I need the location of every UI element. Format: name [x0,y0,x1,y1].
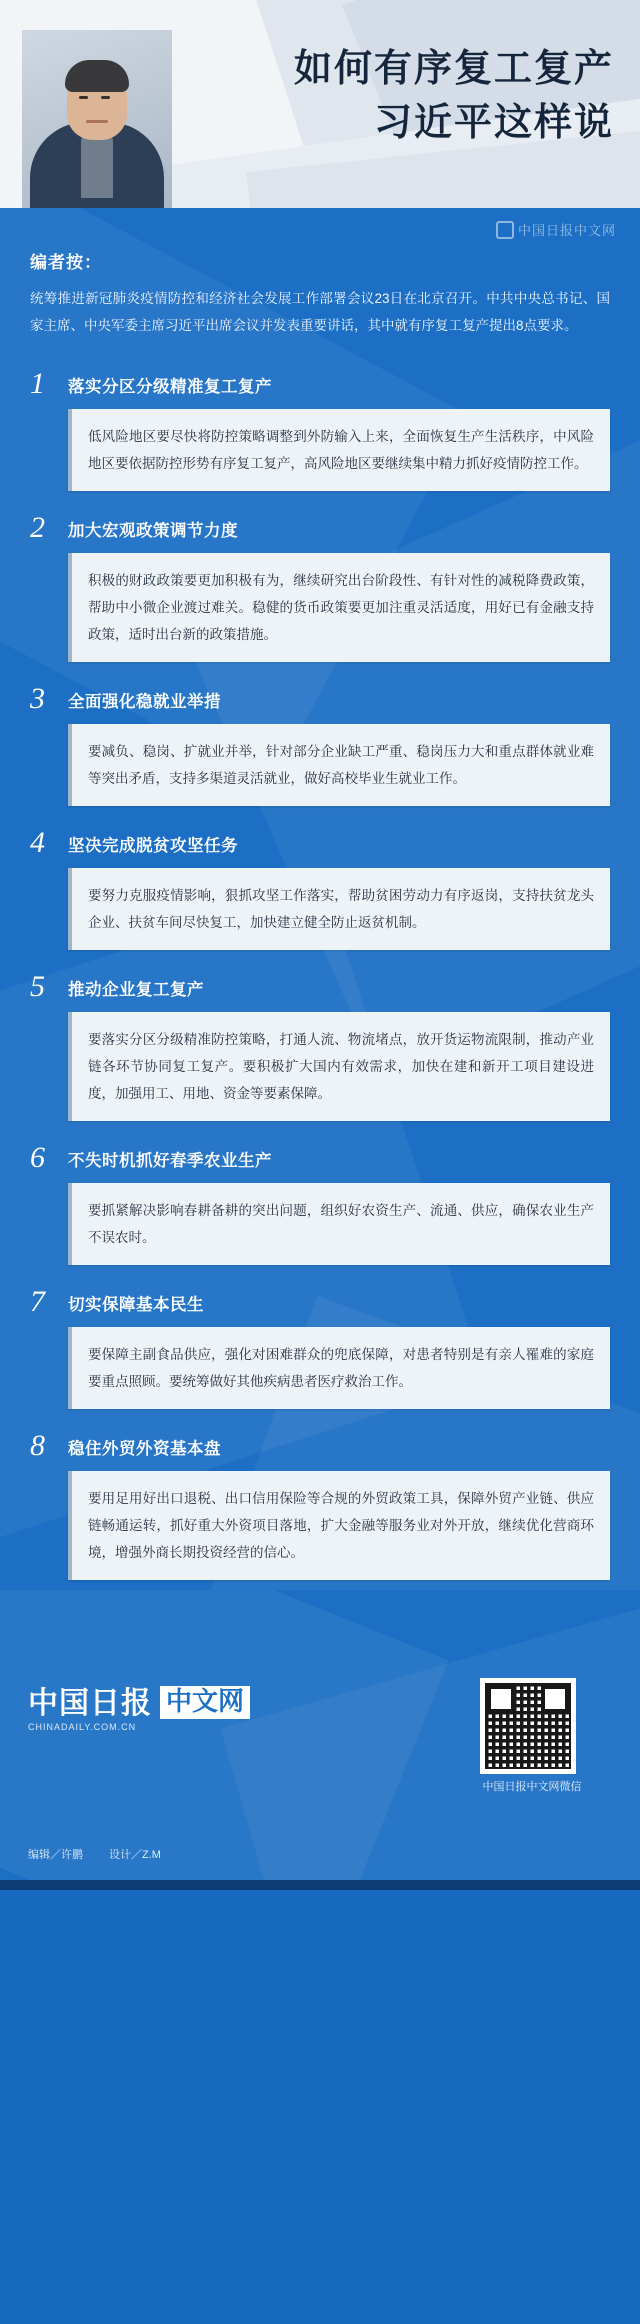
credits [28,1846,161,1862]
item-number: 3 [30,682,45,715]
item-title: 稳住外贸外资基本盘 [68,1440,221,1458]
list-item [0,662,640,806]
brand-logo [28,1686,250,1719]
list-item [0,347,640,491]
item-title: 落实分区分级精准复工复产 [68,378,272,396]
item-header [30,369,610,399]
item-header [30,972,610,1002]
portrait-eye-right [101,96,110,99]
item-title: 全面强化稳就业举措 [68,693,221,711]
item-number: 2 [30,511,45,544]
item-number: 6 [30,1141,45,1174]
item-body: 低风险地区要尽快将防控策略调整到外防输入上来，全面恢复生产生活秩序，中风险地区要依据防控形势有序复工复产，高风险地区要继续集中精力抓好疫情防控工作。 [68,409,610,491]
list-item [0,806,640,950]
item-number: 8 [30,1429,45,1462]
list-item [0,1265,640,1409]
watermark-text: 中国日报中文网 [517,223,616,238]
brand-url: CHINADAILY.COM.CN [28,1722,137,1732]
qr-code-pattern [485,1683,571,1769]
item-body: 要抓紧解决影响春耕备耕的突出问题，组织好农资生产、流通、供应，确保农业生产不误农时。 [68,1183,610,1265]
item-title: 切实保障基本民生 [68,1296,204,1314]
editor-note [0,208,640,347]
designer-credit: 设计／Z.M [109,1849,161,1861]
item-body: 要努力克服疫情影响，狠抓攻坚工作落实，帮助贫困劳动力有序返岗，支持扶贫龙头企业、扶贫车间尽快复工，加快建立健全防止返贫机制。 [68,868,610,950]
header-banner [0,0,640,208]
editor-note-body: 统筹推进新冠肺炎疫情防控和经济社会发展工作部署会议23日在北京召开。中共中央总书记、国家主席、中央军委主席习近平出席会议并发表重要讲话，其中就有序复工复产提出8点要求。 [30,291,610,333]
item-title: 推动企业复工复产 [68,981,204,999]
portrait-mouth [86,120,108,123]
portrait-eye-left [79,96,88,99]
item-body: 要保障主副食品供应，强化对困难群众的兜底保障，对患者特别是有亲人罹难的家庭要重点照顾。要统筹做好其他疾病患者医疗救治工作。 [68,1327,610,1409]
qr-caption: 中国日报中文网微信 [482,1781,582,1793]
item-body: 要落实分区分级精准防控策略，打通人流、物流堵点，放开货运物流限制，推动产业链各环节协同复工复产。要积极扩大国内有效需求，加快在建和新开工项目建设进度，加强用工、用地、资金等要素保障。 [68,1012,610,1121]
item-title: 加大宏观政策调节力度 [68,522,238,540]
list-item [0,491,640,662]
portrait-photo [22,30,172,208]
item-header [30,1143,610,1173]
brand-name-box: 中文网 [160,1686,250,1719]
item-header [30,684,610,714]
item-number: 4 [30,826,45,859]
content-body [0,208,640,1590]
item-body: 积极的财政政策要更加积极有为，继续研究出台阶段性、有针对性的减税降费政策，帮助中小微企业渡过难关。稳健的货币政策要更加注重灵活适度，用好已有金融支持政策，适时出台新的政策措施。 [68,553,610,662]
editor-note-title: 编者按： [30,253,102,272]
item-header [30,828,610,858]
item-body: 要用足用好出口退税、出口信用保险等合规的外贸政策工具，保障外贸产业链、供应链畅通运转，抓好重大外资项目落地，扩大金融等服务业对外开放，继续优化营商环境，增强外商长期投资经营的信心。 [68,1471,610,1580]
bottom-bar [0,1880,640,1890]
editor-credit: 编辑／许鹏 [28,1849,83,1861]
item-number: 5 [30,970,45,1003]
item-header [30,1287,610,1317]
portrait-hair [65,60,129,92]
item-number: 7 [30,1285,45,1318]
page-title [294,46,614,147]
item-body: 要减负、稳岗、扩就业并举，针对部分企业缺工严重、稳岗压力大和重点群体就业难等突出矛盾，支持多渠道灵活就业，做好高校毕业生就业工作。 [68,724,610,806]
item-header [30,513,610,543]
item-title: 不失时机抓好春季农业生产 [68,1152,272,1170]
item-number: 1 [30,367,45,400]
list-item [0,1409,640,1580]
list-item [0,1121,640,1265]
title-line-2: 习近平这样说 [373,101,614,144]
title-line-1: 如何有序复工复产 [293,48,614,90]
footer [0,1590,640,1890]
item-header [30,1431,610,1461]
list-item [0,950,640,1121]
item-title: 坚决完成脱贫攻坚任务 [68,837,238,855]
qr-code[interactable] [480,1678,576,1774]
brand-name-cn: 中国日报 [28,1686,152,1720]
